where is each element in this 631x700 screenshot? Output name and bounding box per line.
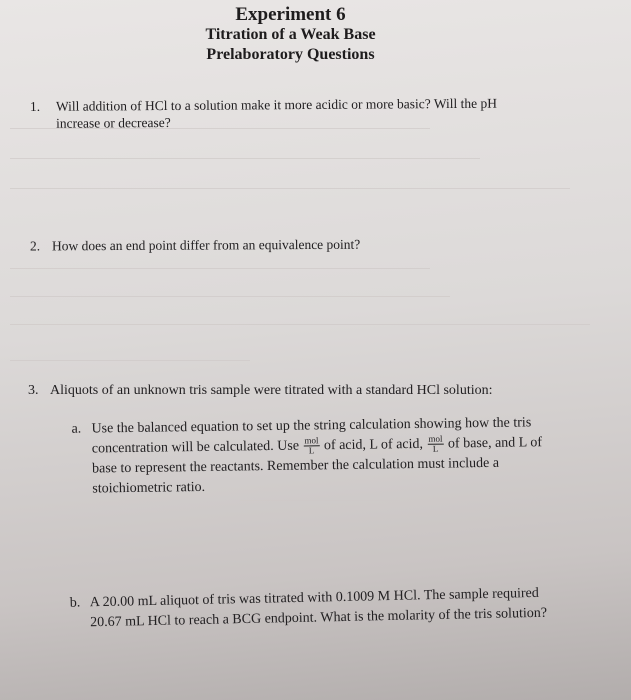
question-text-with-fractions: concentration will be calculated. Use $\frac{\text{mol}}{L}$ of acid, L of acid, $\frac{\text{mol}}{L}$ of base, and L of <box>91 433 543 457</box>
question-text: 20.67 mL HCl to reach a BCG endpoint. What is the molarity of the tris solution? <box>90 605 548 631</box>
bleed-line <box>10 360 250 361</box>
question-text: How does an end point differ from an equivalence point? <box>51 236 361 254</box>
sub-question-letter: a. <box>71 421 82 437</box>
experiment-title: Experiment 6 <box>235 4 346 25</box>
experiment-subtitle: Titration of a Weak Base <box>205 26 376 43</box>
section-title: Prelaboratory Questions <box>206 46 375 63</box>
page-header <box>0 4 631 65</box>
question-text: Aliquots of an unknown tris sample were titrated with a standard HCl solution: <box>50 383 493 398</box>
fraction-mol-per-l: $\frac{\text{mol}}{L}$ <box>304 435 319 456</box>
fraction-mol-per-l: $\frac{\text{mol}}{L}$ <box>428 433 443 455</box>
question-1 <box>30 94 590 138</box>
bleed-line <box>10 268 430 269</box>
bleed-line <box>10 188 570 189</box>
question-number: 3. <box>28 383 39 398</box>
question-text: A 20.00 mL aliquot of tris was titrated with 0.1009 M HCl. The sample required <box>89 585 539 611</box>
question-3 <box>28 382 608 402</box>
question-3b <box>70 582 616 637</box>
question-text: base to represent the reactants. Remember the calculation must include a <box>91 455 500 477</box>
question-text: Will addition of HCl to a solution make it more acidic or more basic? Will the pH <box>55 95 498 114</box>
bleed-line <box>10 324 590 325</box>
bleed-line <box>10 158 480 159</box>
question-3a <box>71 412 612 510</box>
sub-question-letter: b. <box>69 595 81 611</box>
question-text: Use the balanced equation to set up the string calculation showing how the tris <box>91 415 532 437</box>
bleed-line <box>10 296 450 297</box>
question-2 <box>30 235 590 258</box>
question-number: 1. <box>29 98 41 114</box>
question-text: stoichiometric ratio. <box>92 479 206 497</box>
question-text: increase or decrease? <box>55 114 171 131</box>
question-number: 2. <box>29 238 41 254</box>
